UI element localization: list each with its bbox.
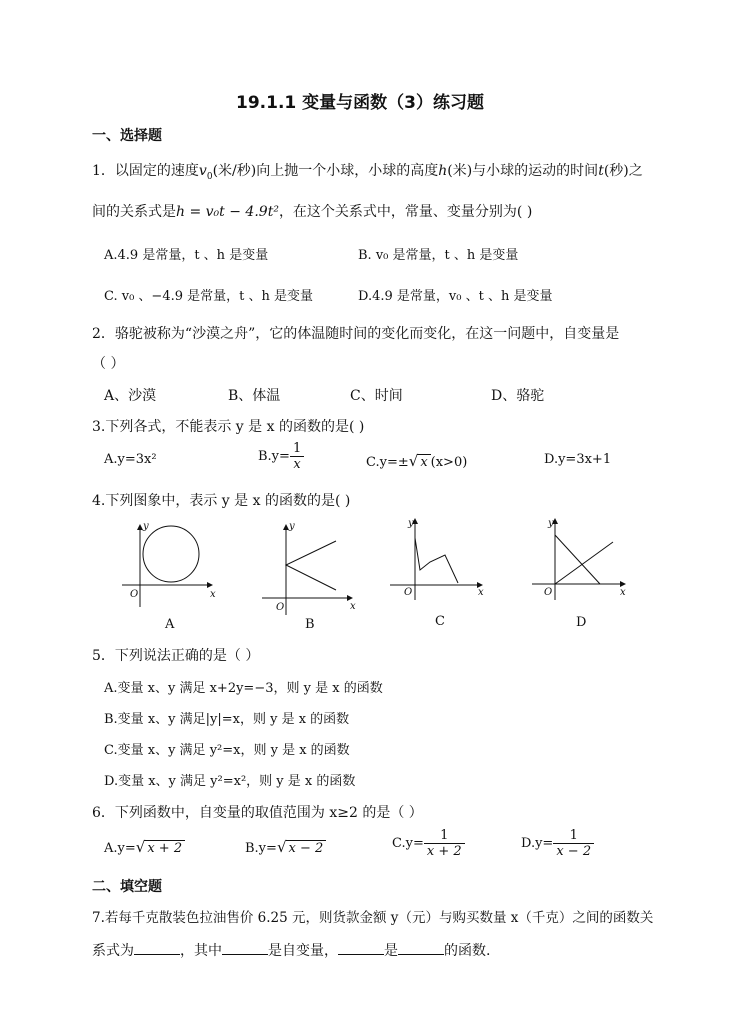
page-title: 19.1.1 变量与函数（3）练习题 <box>236 93 484 113</box>
graph-a-y-label: y <box>143 521 149 532</box>
q3-b-denominator: x <box>293 457 301 472</box>
q3-c-radicand: x <box>417 454 430 470</box>
question-5-stem: 5．下列说法正确的是（ ） <box>92 648 260 664</box>
graph-b-label: B <box>305 617 315 632</box>
graph-b-origin: O <box>276 602 285 613</box>
q3-option-d: D.y=3x+1 <box>544 452 612 467</box>
question-2-stem: 2．骆驼被称为“沙漠之舟”，它的体温随时间的变化而变化，在这一问题中，自变量是 <box>92 326 620 342</box>
q6-c-denominator: x + 2 <box>426 844 462 859</box>
question-6-stem: 6．下列函数中，自变量的取值范围为 x≥2 的是（ ） <box>92 805 423 821</box>
graph-b-curve <box>286 541 336 590</box>
q6-a-radicand: x + 2 <box>144 840 185 856</box>
q6-a-prefix: A.y= <box>104 841 136 856</box>
q6-option-a <box>104 838 185 856</box>
q4-graphs <box>100 515 640 637</box>
graph-d-origin: O <box>544 587 553 598</box>
graph-d-x-label: x <box>620 587 626 598</box>
q7-text-e: 的函数. <box>444 943 491 959</box>
q7-blank-4[interactable] <box>398 942 444 955</box>
q6-option-d <box>521 828 594 859</box>
q7-blank-2[interactable] <box>222 942 268 955</box>
q5-option-c: C.变量 x、y 满足 y²=x，则 y 是 x 的函数 <box>104 743 350 758</box>
graph-d-line-2 <box>555 542 613 584</box>
question-3-stem: 3.下列各式，不能表示 y 是 x 的函数的是( ) <box>92 419 365 435</box>
question-7-line-2 <box>92 940 490 960</box>
q1-option-d: D.4.9 是常量，v₀ 、t 、h 是变量 <box>358 289 553 304</box>
q6-option-b <box>245 838 326 856</box>
section-heading-fill: 二、填空题 <box>92 879 162 895</box>
q6-d-numerator: 1 <box>553 828 594 844</box>
q7-text-d: 是 <box>384 943 398 959</box>
q1-text-f: ，在这个关系式中，常量、变量分别为( ) <box>278 204 533 220</box>
q6-b-radicand: x − 2 <box>286 840 327 856</box>
q1-text-a: 1．以固定的速度 <box>92 163 199 179</box>
q7-text-a: 系式为 <box>92 943 134 959</box>
q6-b-prefix: B.y= <box>245 841 277 856</box>
section-heading-choice: 一、选择题 <box>92 128 162 144</box>
q5-option-d: D.变量 x、y 满足 y²=x²，则 y 是 x 的函数 <box>104 774 356 789</box>
question-4-stem: 4.下列图象中，表示 y 是 x 的函数的是( ) <box>92 493 351 509</box>
q3-c-suffix: (x>0) <box>430 455 468 470</box>
q7-blank-3[interactable] <box>338 942 384 955</box>
q1-option-b: B. v₀ 是常量，t 、h 是变量 <box>358 248 519 263</box>
q6-a-radical-sign: √ <box>135 838 146 856</box>
q1-option-a: A.4.9 是常量，t 、h 是变量 <box>104 248 269 263</box>
q2-option-b: B、体温 <box>228 388 281 404</box>
q2-option-c: C、时间 <box>350 388 403 404</box>
graph-c-label: C <box>435 614 445 629</box>
q2-option-a: A、沙漠 <box>104 388 157 404</box>
q6-d-denominator: x − 2 <box>556 844 592 859</box>
q7-text-b: ，其中 <box>180 943 222 959</box>
q6-c-numerator: 1 <box>424 828 465 844</box>
graph-c-curve <box>415 538 458 583</box>
q6-d-fraction <box>553 828 594 859</box>
graph-c-x-label: x <box>478 587 484 598</box>
q1-formula: h = v₀t − 4.9t² <box>176 204 279 220</box>
q1-text-e: 间的关系式是 <box>92 204 176 220</box>
graph-d-line-1 <box>555 535 600 584</box>
q3-option-c <box>366 452 467 470</box>
graph-a-label: A <box>165 617 175 632</box>
q1-text-b: (米/秒)向上抛一个小球，小球的高度 <box>212 163 439 179</box>
q3-option-b <box>258 441 304 472</box>
q1-text-d: (秒)之 <box>603 163 643 179</box>
q7-text-c: 是自变量， <box>268 943 338 959</box>
question-2-paren: （ ） <box>92 356 125 372</box>
question-1-line-2 <box>92 201 532 221</box>
graph-b-x-label: x <box>350 601 356 612</box>
q3-b-fraction <box>290 441 304 472</box>
q6-option-c <box>392 828 465 859</box>
graph-a-origin: O <box>130 589 139 600</box>
q1-v0: v <box>198 163 207 179</box>
q1-option-c: C. v₀ 、−4.9 是常量，t 、h 是变量 <box>104 289 313 304</box>
graph-d-label: D <box>576 615 587 630</box>
graph-a-x-label: x <box>210 589 216 600</box>
q1-h: h <box>438 163 448 179</box>
question-7-line-1: 7.若每千克散装色拉油售价 6.25 元，则货款金额 y（元）与购买数量 x（千克）之间的函数关 <box>92 910 654 926</box>
q1-text-c: (米)与小球的运动的时间 <box>447 163 599 179</box>
q3-b-numerator: 1 <box>290 441 304 457</box>
q6-c-fraction <box>424 828 465 859</box>
q1-v0-sub: 0 <box>206 171 213 182</box>
q5-option-a: A.变量 x、y 满足 x+2y=−3，则 y 是 x 的函数 <box>104 681 383 696</box>
q3-c-radical-sign: √ <box>408 452 419 470</box>
graph-c-y-label: y <box>408 518 414 529</box>
graph-b-y-label: y <box>289 521 295 532</box>
q6-b-radical-sign: √ <box>276 838 287 856</box>
q6-d-prefix: D.y= <box>521 836 554 851</box>
q3-option-a: A.y=3x² <box>104 452 157 467</box>
question-1-line-1 <box>92 160 643 182</box>
q7-blank-1[interactable] <box>134 942 180 955</box>
q3-c-prefix: C.y=± <box>366 455 409 470</box>
q3-b-prefix: B.y= <box>258 449 290 464</box>
graph-c-origin: O <box>404 587 413 598</box>
q6-c-prefix: C.y= <box>392 836 424 851</box>
q1-t: t <box>598 163 604 179</box>
graph-d-y-label: y <box>548 518 554 529</box>
q5-option-b: B.变量 x、y 满足|y|=x，则 y 是 x 的函数 <box>104 712 350 727</box>
graph-a-circle <box>143 526 199 582</box>
q2-option-d: D、骆驼 <box>491 388 545 404</box>
